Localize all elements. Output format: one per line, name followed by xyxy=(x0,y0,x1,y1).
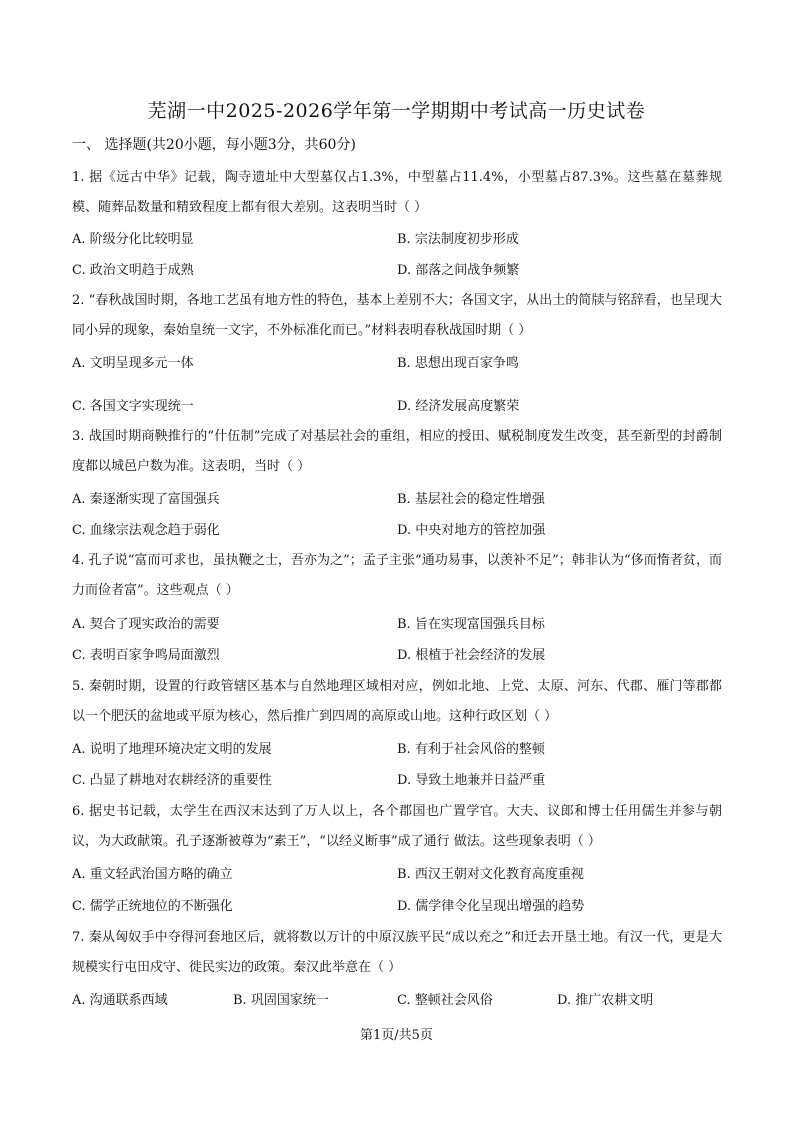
question-1-option-d[interactable]: D. 部落之间战争频繁 xyxy=(397,263,520,278)
question-1-option-a[interactable]: A. 阶级分化比较明显 xyxy=(72,232,194,247)
section-heading: 一、 选择题(共20小题，每小题3分，共60分) xyxy=(72,137,356,153)
question-4-option-b[interactable]: B. 旨在实现富国强兵目标 xyxy=(397,617,545,632)
page-number: 第1页/共5页 xyxy=(360,1028,433,1043)
question-2-option-c[interactable]: C. 各国文字实现统一 xyxy=(72,399,194,414)
question-6-option-b[interactable]: B. 西汉王朝对文化教育高度重视 xyxy=(397,867,584,882)
question-1-option-b[interactable]: B. 宗法制度初步形成 xyxy=(397,232,519,247)
question-4-option-d[interactable]: D. 根植于社会经济的发展 xyxy=(397,648,546,663)
question-3-stem: 3. 战国时期商鞅推行的“什伍制”完成了对基层社会的重组，相应的授田、赋税制度发生改变，甚至新型的封爵制度都以城邑户数为准。这表明，当时（ ） xyxy=(72,429,722,474)
question-3-option-a[interactable]: A. 秦逐渐实现了富国强兵 xyxy=(72,492,220,507)
question-3-option-b[interactable]: B. 基层社会的稳定性增强 xyxy=(397,492,545,507)
question-1-option-c[interactable]: C. 政治文明趋于成熟 xyxy=(72,263,194,278)
question-2-stem: 2. “春秋战国时期，各地工艺虽有地方性的特色，基本上差别不大；各国文字，从出土的简牍与铭辞看，也呈现大同小异的现象，秦始皇统一文字，不外标准化而已。”材料表明春秋战国时期（ ） xyxy=(72,293,722,338)
question-5-option-a[interactable]: A. 说明了地理环境决定文明的发展 xyxy=(72,742,272,757)
question-3-option-d[interactable]: D. 中央对地方的管控加强 xyxy=(397,523,546,538)
question-3-option-c[interactable]: C. 血缘宗法观念趋于弱化 xyxy=(72,523,220,538)
question-5-option-c[interactable]: C. 凸显了耕地对农耕经济的重要性 xyxy=(72,773,272,788)
question-7-stem: 7. 秦从匈奴手中夺得河套地区后，就将数以万计的中原汉族平民“成以充之”和迁去开垦土地。有汉一代，更是大规模实行屯田戍守、徙民实边的政策。秦汉此举意在（ ） xyxy=(72,930,722,975)
question-4-option-c[interactable]: C. 表明百家争鸣局面激烈 xyxy=(72,648,220,663)
question-7-option-c[interactable]: C. 整顿社会风俗 xyxy=(397,993,493,1008)
question-5-stem: 5. 秦朝时期，设置的行政管辖区基本与自然地理区域相对应，例如北地、上党、太原、河东、代郡、雁门等郡都以一个肥沃的盆地或平原为核心，然后推广到四周的高原或山地。这种行政区划（ ） xyxy=(72,679,722,724)
question-6-option-a[interactable]: A. 重文轻武治国方略的确立 xyxy=(72,867,233,882)
question-7-option-b[interactable]: B. 巩固国家统一 xyxy=(233,993,329,1008)
question-6-stem: 6. 据史书记载，太学生在西汉末达到了万人以上，各个郡国也广置学官。大夫、议郎和博士任用儒生并参与朝议，为大政献策。孔子逐渐被尊为“素王”，“以经义断事”成了通行 做法。这些现象表明（ ） xyxy=(72,804,722,849)
question-6-option-c[interactable]: C. 儒学正统地位的不断强化 xyxy=(72,899,233,914)
question-2-option-b[interactable]: B. 思想出现百家争鸣 xyxy=(397,356,519,371)
question-5-option-d[interactable]: D. 导致土地兼并日益严重 xyxy=(397,773,546,788)
question-7-option-d[interactable]: D. 推广农耕文明 xyxy=(557,993,654,1008)
question-2-option-a[interactable]: A. 文明呈现多元一体 xyxy=(72,356,194,371)
page-title: 芜湖一中2025-2026学年第一学期期中考试高一历史试卷 xyxy=(147,100,646,122)
question-6-option-d[interactable]: D. 儒学律令化呈现出增强的趋势 xyxy=(397,899,585,914)
question-4-option-a[interactable]: A. 契合了现实政治的需要 xyxy=(72,617,220,632)
question-4-stem: 4. 孔子说“富而可求也，虽执鞭之士，吾亦为之”；孟子主张“通功易事，以羡补不足”；韩非认为“侈而惰者贫，而力而俭者富”。这些观点（ ） xyxy=(72,553,722,598)
question-5-option-b[interactable]: B. 有利于社会风俗的整顿 xyxy=(397,742,545,757)
question-2-option-d[interactable]: D. 经济发展高度繁荣 xyxy=(397,399,520,414)
question-7-option-a[interactable]: A. 沟通联系西域 xyxy=(72,993,168,1008)
question-1-stem: 1. 据《远古中华》记载，陶寺遗址中大型墓仅占1.3%，中型墓占11.4%，小型墓占87.3%。这些墓在墓葬规模、随葬品数量和精致程度上都有很大差别。这表明当时（ ） xyxy=(72,170,722,215)
